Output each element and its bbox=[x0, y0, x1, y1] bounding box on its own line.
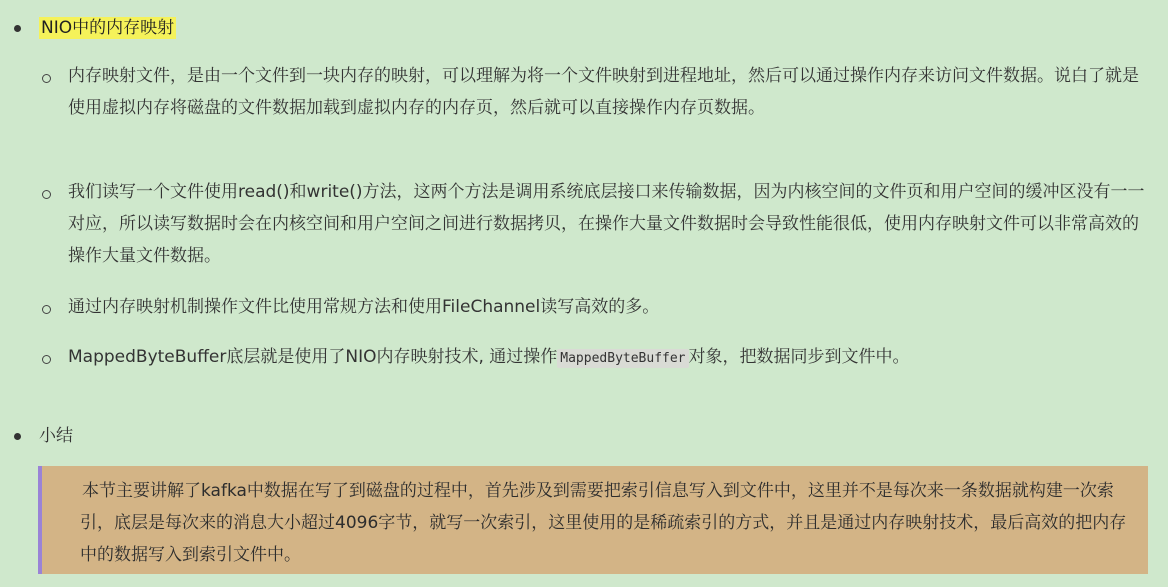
circle-bullet-icon bbox=[42, 305, 51, 314]
section-heading-highlighted: NIO中的内存映射 bbox=[41, 18, 175, 38]
bullet-icon bbox=[14, 25, 21, 32]
sub-list-item bbox=[42, 297, 1152, 323]
sub-item-text: 我们读写一个文件使用read()和write()方法，这两个方法是调用系统底层接口来传输数据，因为内核空间的文件页和用户空间的缓冲区没有一一对应，所以读写数据时会在内核空间和用户空间之间进行数据拷贝，在操作大量文件数据时会导致性能很低，使用内存映射文件可以非常高效的操作大量文件数据。 bbox=[68, 182, 1145, 266]
circle-bullet-icon bbox=[42, 74, 51, 83]
sub-item-text: 通过内存映射机制操作文件比使用常规方法和使用FileChannel读写高效的多。 bbox=[68, 297, 660, 317]
section-heading: 小结 bbox=[39, 426, 73, 446]
sub-list-item bbox=[42, 347, 1152, 375]
circle-bullet-icon bbox=[42, 190, 51, 199]
sub-item-text bbox=[68, 341, 1148, 375]
bullet-item-summary bbox=[14, 425, 73, 447]
circle-bullet-icon bbox=[42, 355, 51, 364]
summary-blockquote bbox=[38, 466, 1148, 574]
bullet-item-nio-memory-mapping bbox=[14, 17, 176, 39]
sub-item-text-before: MappedByteBuffer底层就是使用了NIO内存映射技术, 通过操作 bbox=[68, 347, 558, 367]
sub-item-text: 内存映射文件，是由一个文件到一块内存的映射，可以理解为将一个文件映射到进程地址，然后可以通过操作内存来访问文件数据。说白了就是使用虚拟内存将磁盘的文件数据加载到虚拟内存的内存页，然后就可以直接操作内存页数据。 bbox=[68, 66, 1139, 118]
inline-code: MappedByteBuffer bbox=[557, 349, 688, 368]
summary-quote-text: 本节主要讲解了kafka中数据在写了到磁盘的过程中，首先涉及到需要把索引信息写入到文件中，这里并不是每次来一条数据就构建一次索引，底层是每次来的消息大小超过4096字节，就写一次索引，这里使用的是稀疏索引的方式，并且是通过内存映射技术，最后高效的把内存中的数据写入到索引文件中。 bbox=[80, 481, 1127, 565]
bullet-icon bbox=[14, 433, 21, 440]
sub-item-text-after: 对象，把数据同步到文件中。 bbox=[688, 347, 910, 367]
sub-list-item bbox=[42, 182, 1152, 272]
sub-list-item bbox=[42, 66, 1152, 124]
